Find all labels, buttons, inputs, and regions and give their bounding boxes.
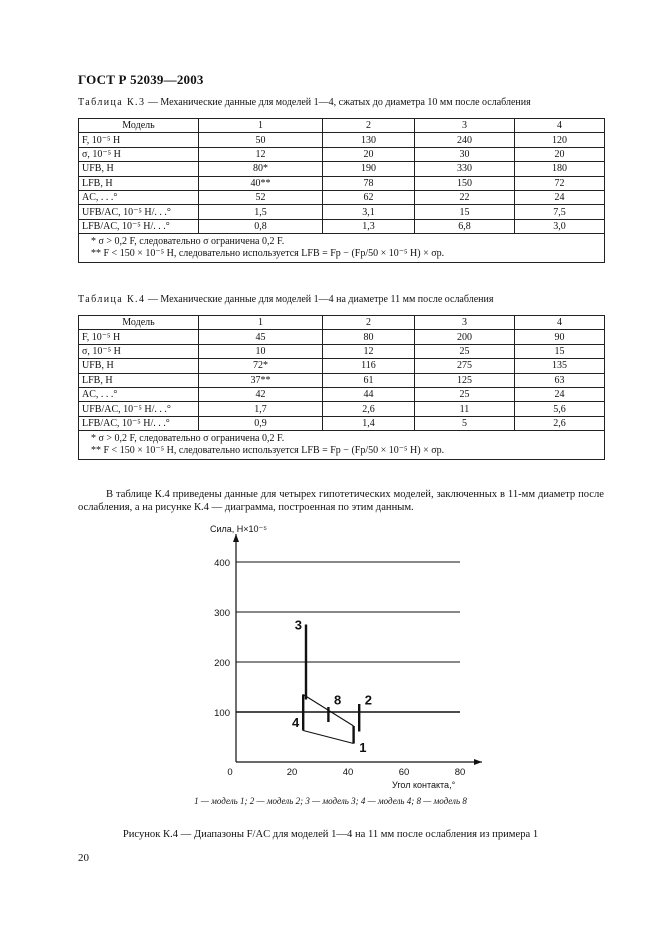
table-cell: 10 xyxy=(199,344,323,358)
table-cell: 24 xyxy=(515,190,605,204)
table3-caption-text: — Механические данные для моделей 1—4, сжатых до диаметра 10 мм после ослабления xyxy=(145,97,531,108)
row-label: UFB, Н xyxy=(79,162,199,176)
y-axis-arrow xyxy=(233,534,239,542)
table-cell: 40** xyxy=(199,176,323,190)
table-cell: 150 xyxy=(415,176,515,190)
y-tick-label: 400 xyxy=(214,558,230,569)
x-tick-label: 80 xyxy=(454,767,466,778)
series-lower-envelope xyxy=(303,731,353,744)
series-label-4: 4 xyxy=(292,715,300,730)
table3-caption-lead: Таблица К.3 xyxy=(78,97,146,108)
x-tick-label: 0 xyxy=(227,767,233,778)
chart-marks xyxy=(303,625,359,744)
table-cell: 72 xyxy=(515,176,605,190)
table-cell: 30 xyxy=(415,147,515,161)
table-row xyxy=(79,416,605,430)
table-row xyxy=(79,373,605,387)
table-row xyxy=(79,205,605,219)
row-label: AC, . . .° xyxy=(79,190,199,204)
table-footnote: ** F < 150 × 10⁻⁵ Н, следовательно используется LFB = Fp − (Fp/50 × 10⁻⁵ Н) × σp. xyxy=(91,248,445,260)
table-cell: 62 xyxy=(323,190,415,204)
x-tick-label: 40 xyxy=(342,767,354,778)
table-row xyxy=(79,330,605,344)
row-label: LFB/AC, 10⁻⁵ Н/. . .° xyxy=(79,219,199,233)
column-header: 1 xyxy=(199,316,323,330)
column-header: Модель xyxy=(79,119,199,133)
x-tick-label: 20 xyxy=(286,767,298,778)
column-header: 1 xyxy=(199,119,323,133)
table-notes xyxy=(79,234,605,263)
table-header-row xyxy=(79,316,605,330)
table-cell: 22 xyxy=(415,190,515,204)
y-tick-label: 300 xyxy=(214,608,230,619)
table-footnote: ** F < 150 × 10⁻⁵ Н, следовательно используется LFB = Fp − (Fp/50 × 10⁻⁵ Н) × σp. xyxy=(91,445,445,457)
table-row xyxy=(79,162,605,176)
series-label-1: 1 xyxy=(359,740,367,755)
x-axis-arrow xyxy=(474,759,482,765)
series-label-2: 2 xyxy=(364,692,373,708)
table-cell: 37** xyxy=(199,373,323,387)
table-cell: 180 xyxy=(515,162,605,176)
row-label: AC, . . .° xyxy=(79,387,199,401)
column-header: Модель xyxy=(79,316,199,330)
table-cell: 1,3 xyxy=(323,219,415,233)
table-row xyxy=(79,344,605,358)
figure-legend: 1 — модель 1; 2 — модель 2; 3 — модель 3; 4 — модель 4; 8 — модель 8 xyxy=(194,796,467,806)
table-cell: 25 xyxy=(415,344,515,358)
table3-caption xyxy=(78,97,531,108)
table-row xyxy=(79,387,605,401)
table-cell: 45 xyxy=(199,330,323,344)
x-tick-label: 60 xyxy=(398,767,410,778)
table-header-row xyxy=(79,119,605,133)
row-label: UFB, Н xyxy=(79,359,199,373)
document-header: ГОСТ Р 52039—2003 xyxy=(78,72,204,87)
table-cell: 90 xyxy=(515,330,605,344)
table-cell: 50 xyxy=(199,133,323,147)
table-cell: 61 xyxy=(323,373,415,387)
table-cell: 3,0 xyxy=(515,219,605,233)
table-row xyxy=(79,147,605,161)
table-row xyxy=(79,176,605,190)
figure-caption: Рисунок К.4 — Диапазоны F/AC для моделей 1—4 на 11 мм после ослабления из примера 1 xyxy=(122,829,539,840)
table-row xyxy=(79,219,605,233)
table-cell: 20 xyxy=(323,147,415,161)
table-cell: 2,6 xyxy=(515,416,605,430)
column-header: 3 xyxy=(415,316,515,330)
table-cell: 120 xyxy=(515,133,605,147)
chart-axes xyxy=(233,534,482,765)
table-cell: 25 xyxy=(415,387,515,401)
table-cell: 44 xyxy=(323,387,415,401)
table-cell: 20 xyxy=(515,147,605,161)
series-label-8: 8 xyxy=(334,692,342,708)
column-header: 4 xyxy=(515,316,605,330)
table-cell: 0,8 xyxy=(199,219,323,233)
table-cell: 1,7 xyxy=(199,402,323,416)
table-cell: 63 xyxy=(515,373,605,387)
table-cell: 330 xyxy=(415,162,515,176)
table-cell: 12 xyxy=(199,147,323,161)
table4-caption-text: — Механические данные для моделей 1—4 на диаметре 11 мм после ослабления xyxy=(145,294,494,305)
table4-caption-lead: Таблица К.4 xyxy=(78,294,146,305)
table-row xyxy=(79,359,605,373)
table-cell: 3,1 xyxy=(323,205,415,219)
table-row xyxy=(79,402,605,416)
table-cell: 200 xyxy=(415,330,515,344)
table-cell: 15 xyxy=(415,205,515,219)
table4-caption xyxy=(78,294,493,305)
table-cell: 116 xyxy=(323,359,415,373)
table3 xyxy=(78,118,605,263)
table-footnote: * σ > 0,2 F, следовательно σ ограничена 0,2 F. xyxy=(91,236,285,248)
table-row xyxy=(79,190,605,204)
column-header: 4 xyxy=(515,119,605,133)
table-cell: 42 xyxy=(199,387,323,401)
table-cell: 1,4 xyxy=(323,416,415,430)
row-label: LFB/AC, 10⁻⁵ Н/. . .° xyxy=(79,416,199,430)
table-cell: 1,5 xyxy=(199,205,323,219)
body-paragraph: В таблице К.4 приведены данные для четырех гипотетических моделей, заключенных в 11-мм диаметр после ослабления, а на рисунке К.4 — диаграмма, построенная по этим данным. xyxy=(78,489,604,513)
chart-text xyxy=(210,524,465,790)
table-cell: 275 xyxy=(415,359,515,373)
table-notes-row xyxy=(79,431,605,460)
table-cell: 7,5 xyxy=(515,205,605,219)
row-label: UFB/AC, 10⁻⁵ Н/. . .° xyxy=(79,402,199,416)
table-cell: 12 xyxy=(323,344,415,358)
table-notes-row xyxy=(79,234,605,263)
force-angle-chart xyxy=(200,522,500,790)
row-label: LFB, Н xyxy=(79,373,199,387)
row-label: σ, 10⁻⁵ Н xyxy=(79,147,199,161)
table-cell: 5,6 xyxy=(515,402,605,416)
row-label: F, 10⁻⁵ Н xyxy=(79,133,199,147)
series-label-3: 3 xyxy=(294,617,303,633)
table-footnote: * σ > 0,2 F, следовательно σ ограничена 0,2 F. xyxy=(91,433,285,445)
table-cell: 125 xyxy=(415,373,515,387)
table-cell: 6,8 xyxy=(415,219,515,233)
table-cell: 2,6 xyxy=(323,402,415,416)
column-header: 2 xyxy=(323,316,415,330)
table-cell: 5 xyxy=(415,416,515,430)
x-axis-label: Угол контакта,° xyxy=(392,780,456,790)
table-cell: 78 xyxy=(323,176,415,190)
row-label: UFB/AC, 10⁻⁵ Н/. . .° xyxy=(79,205,199,219)
table-cell: 130 xyxy=(323,133,415,147)
table-cell: 15 xyxy=(515,344,605,358)
row-label: σ, 10⁻⁵ Н xyxy=(79,344,199,358)
chart-grid xyxy=(236,562,460,712)
page-number: 20 xyxy=(78,852,89,864)
table-cell: 80* xyxy=(199,162,323,176)
table-cell: 240 xyxy=(415,133,515,147)
table-cell: 24 xyxy=(515,387,605,401)
y-tick-label: 100 xyxy=(214,708,230,719)
y-tick-label: 200 xyxy=(214,658,230,669)
column-header: 2 xyxy=(323,119,415,133)
table-notes xyxy=(79,431,605,460)
table-cell: 72* xyxy=(199,359,323,373)
table-row xyxy=(79,133,605,147)
table-cell: 80 xyxy=(323,330,415,344)
table4 xyxy=(78,315,605,460)
row-label: LFB, Н xyxy=(79,176,199,190)
row-label: F, 10⁻⁵ Н xyxy=(79,330,199,344)
table-cell: 190 xyxy=(323,162,415,176)
column-header: 3 xyxy=(415,119,515,133)
table-cell: 11 xyxy=(415,402,515,416)
table-cell: 135 xyxy=(515,359,605,373)
table-cell: 0,9 xyxy=(199,416,323,430)
y-axis-label: Сила, Н×10⁻⁵ xyxy=(210,524,268,534)
table-cell: 52 xyxy=(199,190,323,204)
